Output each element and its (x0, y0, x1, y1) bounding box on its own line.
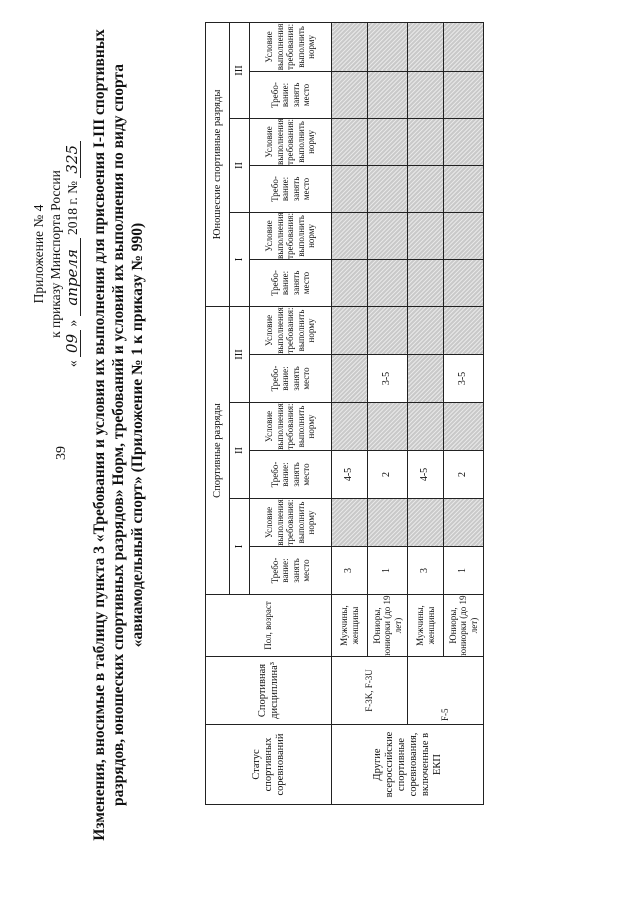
cell-sex-age: Мужчины, женщины (332, 595, 368, 657)
subheader-condition: Условие выполнения требования: выполнить норму (250, 212, 332, 259)
cell-hatched (408, 403, 444, 451)
requirements-table (205, 22, 484, 805)
cell-status: Другие всероссийские спортивные соревнования, включенные в ЕКП (332, 725, 484, 805)
cell-hatched (368, 71, 408, 118)
cell-sport-iii-place: 3-5 (444, 355, 484, 403)
subheader-place: Требо-вание: занять место (250, 71, 332, 118)
cell-sport-i-place: 1 (444, 547, 484, 595)
cell-sport-ii-place: 2 (368, 451, 408, 499)
cell-sport-i-place: 3 (408, 547, 444, 595)
cell-hatched (368, 403, 408, 451)
cell-hatched (332, 306, 368, 354)
cell-hatched (408, 71, 444, 118)
subheader-condition: Условие выполнения требования: выполнить норму (250, 403, 332, 451)
header-sport-rank-ii: II (230, 403, 250, 499)
header-youth-rank-i: I (230, 212, 250, 306)
subheader-place: Требо-вание: занять место (250, 451, 332, 499)
cell-hatched (332, 118, 368, 165)
appendix-title: Приложение № 4 (31, 204, 46, 304)
heading-line-3: «авиамодельный спорт» (Приложение № 1 к приказу № 990) (129, 222, 146, 648)
subheader-condition: Условие выполнения требования: выполнить норму (250, 22, 332, 71)
cell-hatched (332, 499, 368, 547)
cell-hatched (332, 71, 368, 118)
handwritten-order-number: 325 (65, 141, 81, 178)
quote-close: » (65, 319, 80, 327)
cell-hatched (444, 259, 484, 306)
subheader-condition: Условие выполнения требования: выполнить норму (250, 306, 332, 354)
cell-hatched (408, 212, 444, 259)
cell-hatched (332, 165, 368, 212)
cell-hatched (408, 118, 444, 165)
cell-hatched (408, 22, 444, 71)
quote-open: « (65, 360, 80, 368)
cell-hatched (408, 499, 444, 547)
cell-hatched (368, 306, 408, 354)
header-discipline: Спортивная дисциплина³ (206, 657, 332, 725)
cell-hatched (444, 403, 484, 451)
appendix-block (30, 104, 81, 404)
cell-hatched (368, 118, 408, 165)
cell-sport-ii-place: 4-5 (332, 451, 368, 499)
cell-sport-i-place: 3 (332, 547, 368, 595)
cell-hatched (408, 259, 444, 306)
cell-hatched (408, 165, 444, 212)
cell-hatched (444, 118, 484, 165)
appendix-order-ref: к приказу Минспорта России (48, 170, 63, 338)
subheader-place: Требо-вание: занять место (250, 165, 332, 212)
cell-sex-age: Мужчины, женщины (408, 595, 444, 657)
header-youth-ranks: Юношеские спортивные разряды (206, 22, 230, 306)
subheader-condition: Условие выполнения требования: выполнить норму (250, 118, 332, 165)
requirements-table-wrapper (205, 25, 484, 805)
cell-sport-i-place: 1 (368, 547, 408, 595)
header-status: Статус спортивных соревнований (206, 725, 332, 805)
order-date-number-line (64, 104, 81, 404)
cell-discipline: F-3K, F-3U (332, 657, 408, 725)
cell-hatched (332, 259, 368, 306)
cell-sport-iii-place: 3-5 (368, 355, 408, 403)
cell-hatched (444, 22, 484, 71)
header-youth-rank-iii: III (230, 22, 250, 118)
header-sport-rank-iii: III (230, 306, 250, 402)
cell-sex-age: Юниоры, юниорки (до 19 лет) (444, 595, 484, 657)
cell-hatched (368, 165, 408, 212)
cell-hatched (444, 212, 484, 259)
cell-hatched (444, 306, 484, 354)
subheader-condition: Условие выполнения требования: выполнить норму (250, 499, 332, 547)
cell-hatched (368, 259, 408, 306)
heading-line-2: разрядов, юношеских спортивных разрядов» Норм, требований и условий их выполнения по виду спорта (110, 64, 127, 806)
document-heading (90, 5, 147, 865)
header-youth-rank-ii: II (230, 118, 250, 212)
table-row (408, 22, 444, 804)
cell-hatched (332, 355, 368, 403)
subheader-place: Требо-вание: занять место (250, 547, 332, 595)
cell-hatched (444, 71, 484, 118)
cell-hatched (332, 403, 368, 451)
cell-hatched (408, 306, 444, 354)
subheader-place: Требо-вание: занять место (250, 259, 332, 306)
cell-hatched (368, 212, 408, 259)
cell-hatched (368, 499, 408, 547)
header-sex-age: Пол, возраст (206, 595, 332, 657)
cell-discipline: F-5 (408, 657, 484, 725)
handwritten-day: 09 (65, 330, 81, 357)
order-year: 2018 г. № (65, 180, 80, 235)
cell-hatched (444, 499, 484, 547)
cell-hatched (408, 355, 444, 403)
heading-line-1: Изменения, вносимые в таблицу пункта 3 «Требования и условия их выполнения для присвоения I-III спортивных (91, 29, 108, 841)
page-number: 39 (54, 446, 69, 460)
cell-hatched (368, 22, 408, 71)
table-row (332, 22, 368, 804)
header-sport-rank-i: I (230, 499, 250, 595)
header-sport-ranks: Спортивные разряды (206, 306, 230, 594)
cell-sport-ii-place: 2 (444, 451, 484, 499)
handwritten-month: апреля (65, 238, 81, 316)
subheader-place: Требо-вание: занять место (250, 355, 332, 403)
cell-hatched (332, 22, 368, 71)
cell-sport-ii-place: 4-5 (408, 451, 444, 499)
cell-sex-age: Юниоры, юниорки (до 19 лет) (368, 595, 408, 657)
cell-hatched (444, 165, 484, 212)
cell-hatched (332, 212, 368, 259)
